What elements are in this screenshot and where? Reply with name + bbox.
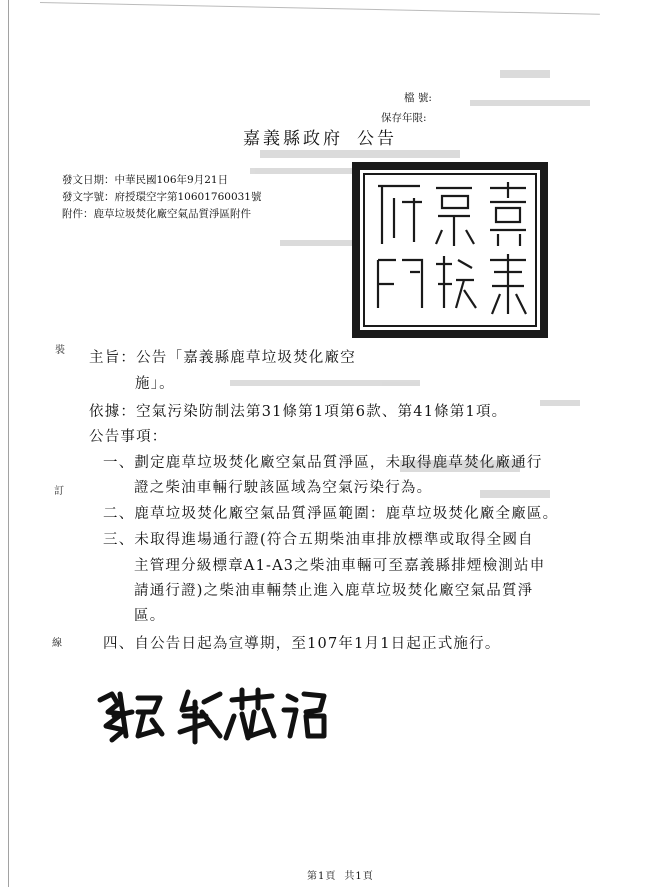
item-1-line-2: 證之柴油車輛行駛該區域為空氣污染行為。 — [134, 480, 433, 496]
item-4-line-1: 四、自公告日起為宣導期，至107年1月1日起正式施行。 — [103, 636, 501, 652]
item-3-line-3: 請通行證)之柴油車輛禁止進入鹿草垃圾焚化廠空氣品質淨 — [134, 583, 534, 599]
attachment-line: 附件：鹿草垃圾焚化廠空氣品質淨區附件 — [62, 208, 251, 220]
subject-line-1: 主旨：公告「嘉義縣鹿草垃圾焚化廠空 — [89, 350, 356, 366]
page-number: 第1頁 — [307, 871, 337, 882]
item-3-line-2: 主管理分級標章A1-A3之柴油車輛可至嘉義縣排煙檢測站申 — [134, 558, 546, 574]
title-org: 嘉義縣政府 — [243, 129, 343, 149]
file-number-label: 檔 號: — [404, 92, 432, 104]
items-heading: 公告事項： — [89, 429, 168, 445]
binding-mark-bottom: 線 — [52, 638, 62, 649]
scan-left-edge — [8, 0, 9, 887]
issue-number: 發文字號：府授環空字第10601760031號 — [62, 191, 262, 203]
page-total: 共1頁 — [344, 871, 374, 882]
magistrate-signature — [92, 680, 332, 750]
subject-line-2: 施」。 — [135, 376, 175, 392]
official-seal — [350, 160, 550, 340]
binding-mark-middle: 訂 — [54, 486, 64, 497]
page-footer — [307, 867, 374, 882]
item-1-line-1: 一、劃定鹿草垃圾焚化廠空氣品質淨區，未取得鹿草焚化廠通行 — [103, 455, 543, 471]
item-2-line-1: 二、鹿草垃圾焚化廠空氣品質淨區範圍：鹿草垃圾焚化廠全廠區。 — [103, 506, 559, 522]
item-3-line-1: 三、未取得進場通行證(符合五期柴油車排放標準或取得全國自 — [103, 532, 534, 548]
page-title — [243, 124, 397, 149]
item-3-line-4: 區。 — [134, 608, 166, 624]
title-kind: 公告 — [357, 129, 397, 149]
basis-line: 依據：空氣污染防制法第31條第1項第6款、第41條第1項。 — [89, 404, 508, 420]
issue-date: 發文日期：中華民國106年9月21日 — [62, 174, 229, 186]
scan-top-edge — [40, 2, 600, 15]
retention-period-label: 保存年限: — [381, 112, 427, 124]
binding-mark-top: 裝 — [55, 345, 65, 356]
